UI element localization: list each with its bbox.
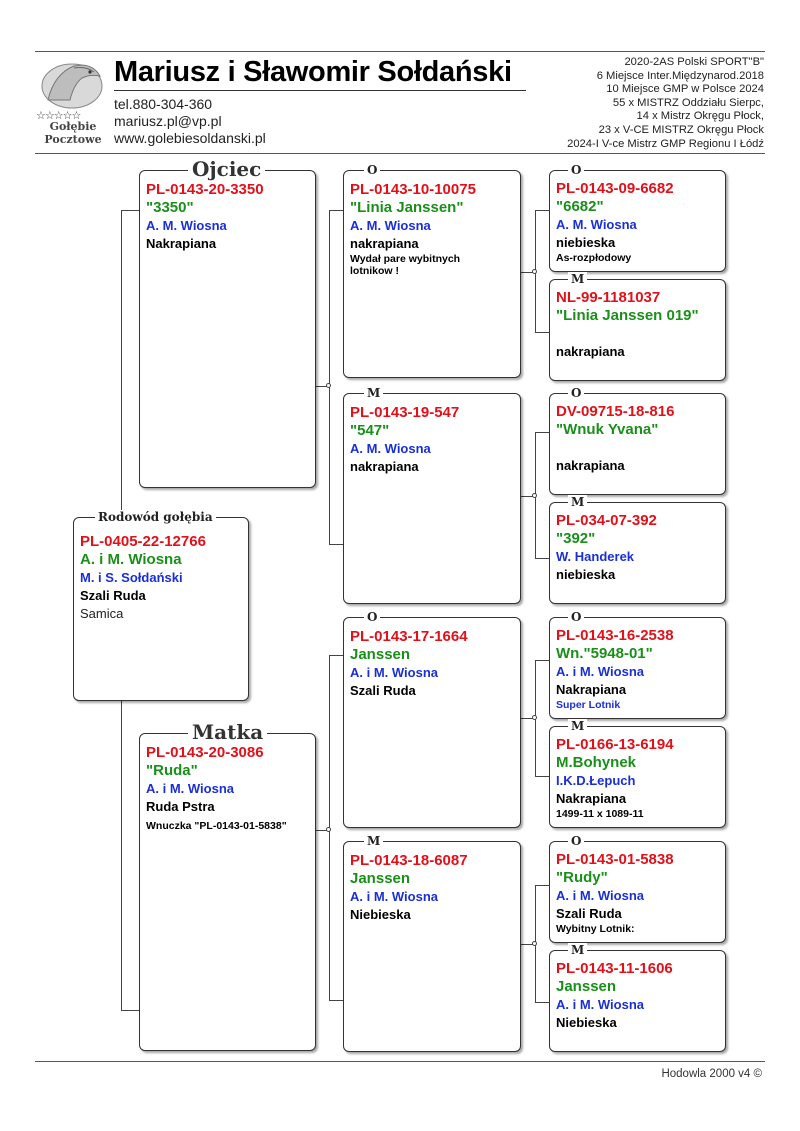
color-text: Nakrapiana [556,791,627,806]
color-text: Szali Ruda [556,906,622,921]
father-card[interactable] [139,170,316,488]
pigeon-root-card[interactable] [73,517,249,701]
fm-card[interactable] [343,393,521,604]
mff-label: O [568,610,584,624]
color-text: Niebieska [556,1015,617,1030]
mother-label: Matka [188,721,267,743]
note-text: Wnuczka "PL-0143-01-5838" [146,820,287,832]
connector-dot [532,941,537,946]
breeder-name: A. M. Wiosna [556,217,637,232]
connector-line [535,776,549,777]
pigeon-name: Janssen [556,978,617,995]
website-link[interactable]: www.golebiesoldanski.pl [114,130,266,146]
ring-number: DV-09715-18-816 [556,403,675,420]
mm-card[interactable] [343,841,521,1052]
pigeon-name: "392" [556,530,596,547]
connector-line [535,660,549,661]
email-text: mariusz.pl@vp.pl [114,113,222,129]
note-text: As-rozpłodowy [556,252,632,264]
mm-label: M [364,834,383,848]
mfm-card[interactable] [549,726,726,828]
mmm-card[interactable] [549,950,726,1052]
connector-dot [326,383,331,388]
logo-stars: ☆☆☆☆☆ [36,109,81,122]
pigeon-name: "547" [350,422,390,439]
color-text: nakrapiana [350,459,419,474]
breeder-name: A. M. Wiosna [350,441,431,456]
header-bottom-rule [35,153,765,154]
breeder-name: M. i S. Sołdański [80,570,183,585]
ring-number: PL-0143-19-547 [350,404,460,421]
connector-line [121,1010,140,1011]
fmf-label: O [568,386,584,400]
achievements-list [524,56,764,151]
ffm-label: M [568,272,587,286]
ring-number: NL-99-1181037 [556,289,661,306]
color-text: Nakrapiana [556,682,627,697]
ff-label: O [364,163,380,177]
color-text: nakrapiana [556,458,625,473]
footer-text: Hodowla 2000 v4 © [661,1068,762,1080]
connector-line [329,210,344,211]
color-text: niebieska [556,235,616,250]
note-text: lotnikow ! [350,265,399,277]
root-label: Rodowód gołębia [95,510,216,524]
ring-number: PL-0143-20-3086 [146,744,264,761]
sex-text: Samica [80,606,124,621]
pigeon-name: "Rudy" [556,869,608,886]
achievement-item: 55 x MISTRZ Oddziału Sierpc, [612,96,764,109]
fff-label: O [568,163,584,177]
logo-text-line2: Pocztowe [44,133,102,146]
breeder-name: A. i M. Wiosna [350,665,438,680]
breeder-name: A. i M. Wiosna [556,997,644,1012]
color-text: Szali Ruda [80,588,146,603]
mf-card[interactable] [343,617,521,828]
color-text: Ruda Pstra [146,799,215,814]
mff-card[interactable] [549,617,726,719]
ring-number: PL-0405-22-12766 [80,533,206,550]
title-underline [114,90,526,91]
breeder-name: A. M. Wiosna [146,218,227,233]
achievement-item: 6 Miejsce Inter.Międzynarod.2018 [596,69,764,82]
pigeon-name: "Linia Janssen 019" [556,307,699,324]
connector-line [121,700,122,1010]
ring-number: PL-0143-16-2538 [556,627,674,644]
connector-line [121,210,122,516]
mmm-label: M [568,943,587,957]
pigeon-name: M.Bohynek [556,754,637,771]
mf-label: O [364,610,380,624]
fmf-card[interactable] [549,393,726,495]
achievement-item: 2024-I V-ce Mistrz GMP Regionu I Łódź [567,137,764,150]
color-text: nakrapiana [556,344,625,359]
color-text: Szali Ruda [350,683,416,698]
achievement-item: 10 Miejsce GMP w Polsce 2024 [606,83,764,96]
ring-number: PL-0143-20-3350 [146,181,264,198]
fmm-card[interactable] [549,502,726,604]
mother-card[interactable] [139,733,316,1051]
connector-line [329,1000,344,1001]
breeder-name: I.K.D.Łepuch [556,773,636,788]
breeder-name: A. M. Wiosna [350,218,431,233]
connector-dot [532,269,537,274]
pigeon-name: Janssen [350,646,411,663]
achievement-item: 14 x Mistrz Okręgu Płock, [636,110,764,123]
fmm-label: M [568,495,587,509]
connector-line [535,885,549,886]
breeder-name: A. i M. Wiosna [556,888,644,903]
ring-number: PL-0143-10-10075 [350,181,476,198]
ring-number: PL-0143-17-1664 [350,628,468,645]
connector-line [329,655,344,656]
note-text: 1499-11 x 1089-11 [556,808,644,820]
ff-card[interactable] [343,170,521,378]
connector-dot [326,827,331,832]
color-text: Niebieska [350,907,411,922]
footer-rule [35,1061,765,1062]
fm-label: M [364,386,383,400]
page-title: Mariusz i Sławomir Sołdański [114,56,512,88]
breeder-name: W. Handerek [556,549,635,564]
mmf-card[interactable] [549,841,726,943]
pigeon-name: "3350" [146,199,194,216]
fff-card[interactable] [549,170,726,272]
connector-line [535,432,549,433]
connector-dot [532,493,537,498]
connector-line [121,210,140,211]
mmf-label: O [568,834,584,848]
pigeon-name: Janssen [350,870,411,887]
pigeon-name: "Wnuk Yvana" [556,421,659,438]
connector-line [329,544,344,545]
note-text: Super Lotnik [556,699,621,711]
breeder-name: A. i M. Wiosna [350,889,438,904]
connector-line [535,1002,549,1003]
ring-number: PL-0143-09-6682 [556,180,674,197]
pigeon-name: Wn."5948-01" [556,645,653,662]
phone-text: tel.880-304-360 [114,96,213,112]
ffm-card[interactable] [549,279,726,381]
connector-line [535,558,549,559]
achievement-item: 2020-2AS Polski SPORT"B" [624,56,764,68]
pigeon-name: "6682" [556,198,604,215]
logo-text-line1: Gołębie [49,120,97,133]
breeder-name: A. i M. Wiosna [556,664,644,679]
connector-line [329,210,330,544]
achievement-item: 23 x V-CE MISTRZ Okręgu Płock [598,123,764,136]
color-text: niebieska [556,567,616,582]
note-text: Wydał pare wybitnych [350,253,461,265]
pigeon-name: "Ruda" [146,762,198,779]
connector-line [535,332,549,333]
ring-number: PL-0166-13-6194 [556,736,674,753]
connector-line [535,210,549,211]
color-text: nakrapiana [350,236,419,251]
mfm-label: M [568,719,587,733]
pigeon-name: A. i M. Wiosna [80,551,182,568]
ring-number: PL-0143-01-5838 [556,851,674,868]
ring-number: PL-034-07-392 [556,512,657,529]
breeder-name: A. i M. Wiosna [146,781,234,796]
pigeon-name: "Linia Janssen" [350,199,464,216]
connector-dot [532,715,537,720]
header-top-rule [35,51,765,52]
father-label: Ojciec [188,158,265,180]
color-text: Nakrapiana [146,236,217,251]
note-text: Wybitny Lotnik: [556,923,635,935]
ring-number: PL-0143-18-6087 [350,852,468,869]
ring-number: PL-0143-11-1606 [556,960,673,977]
